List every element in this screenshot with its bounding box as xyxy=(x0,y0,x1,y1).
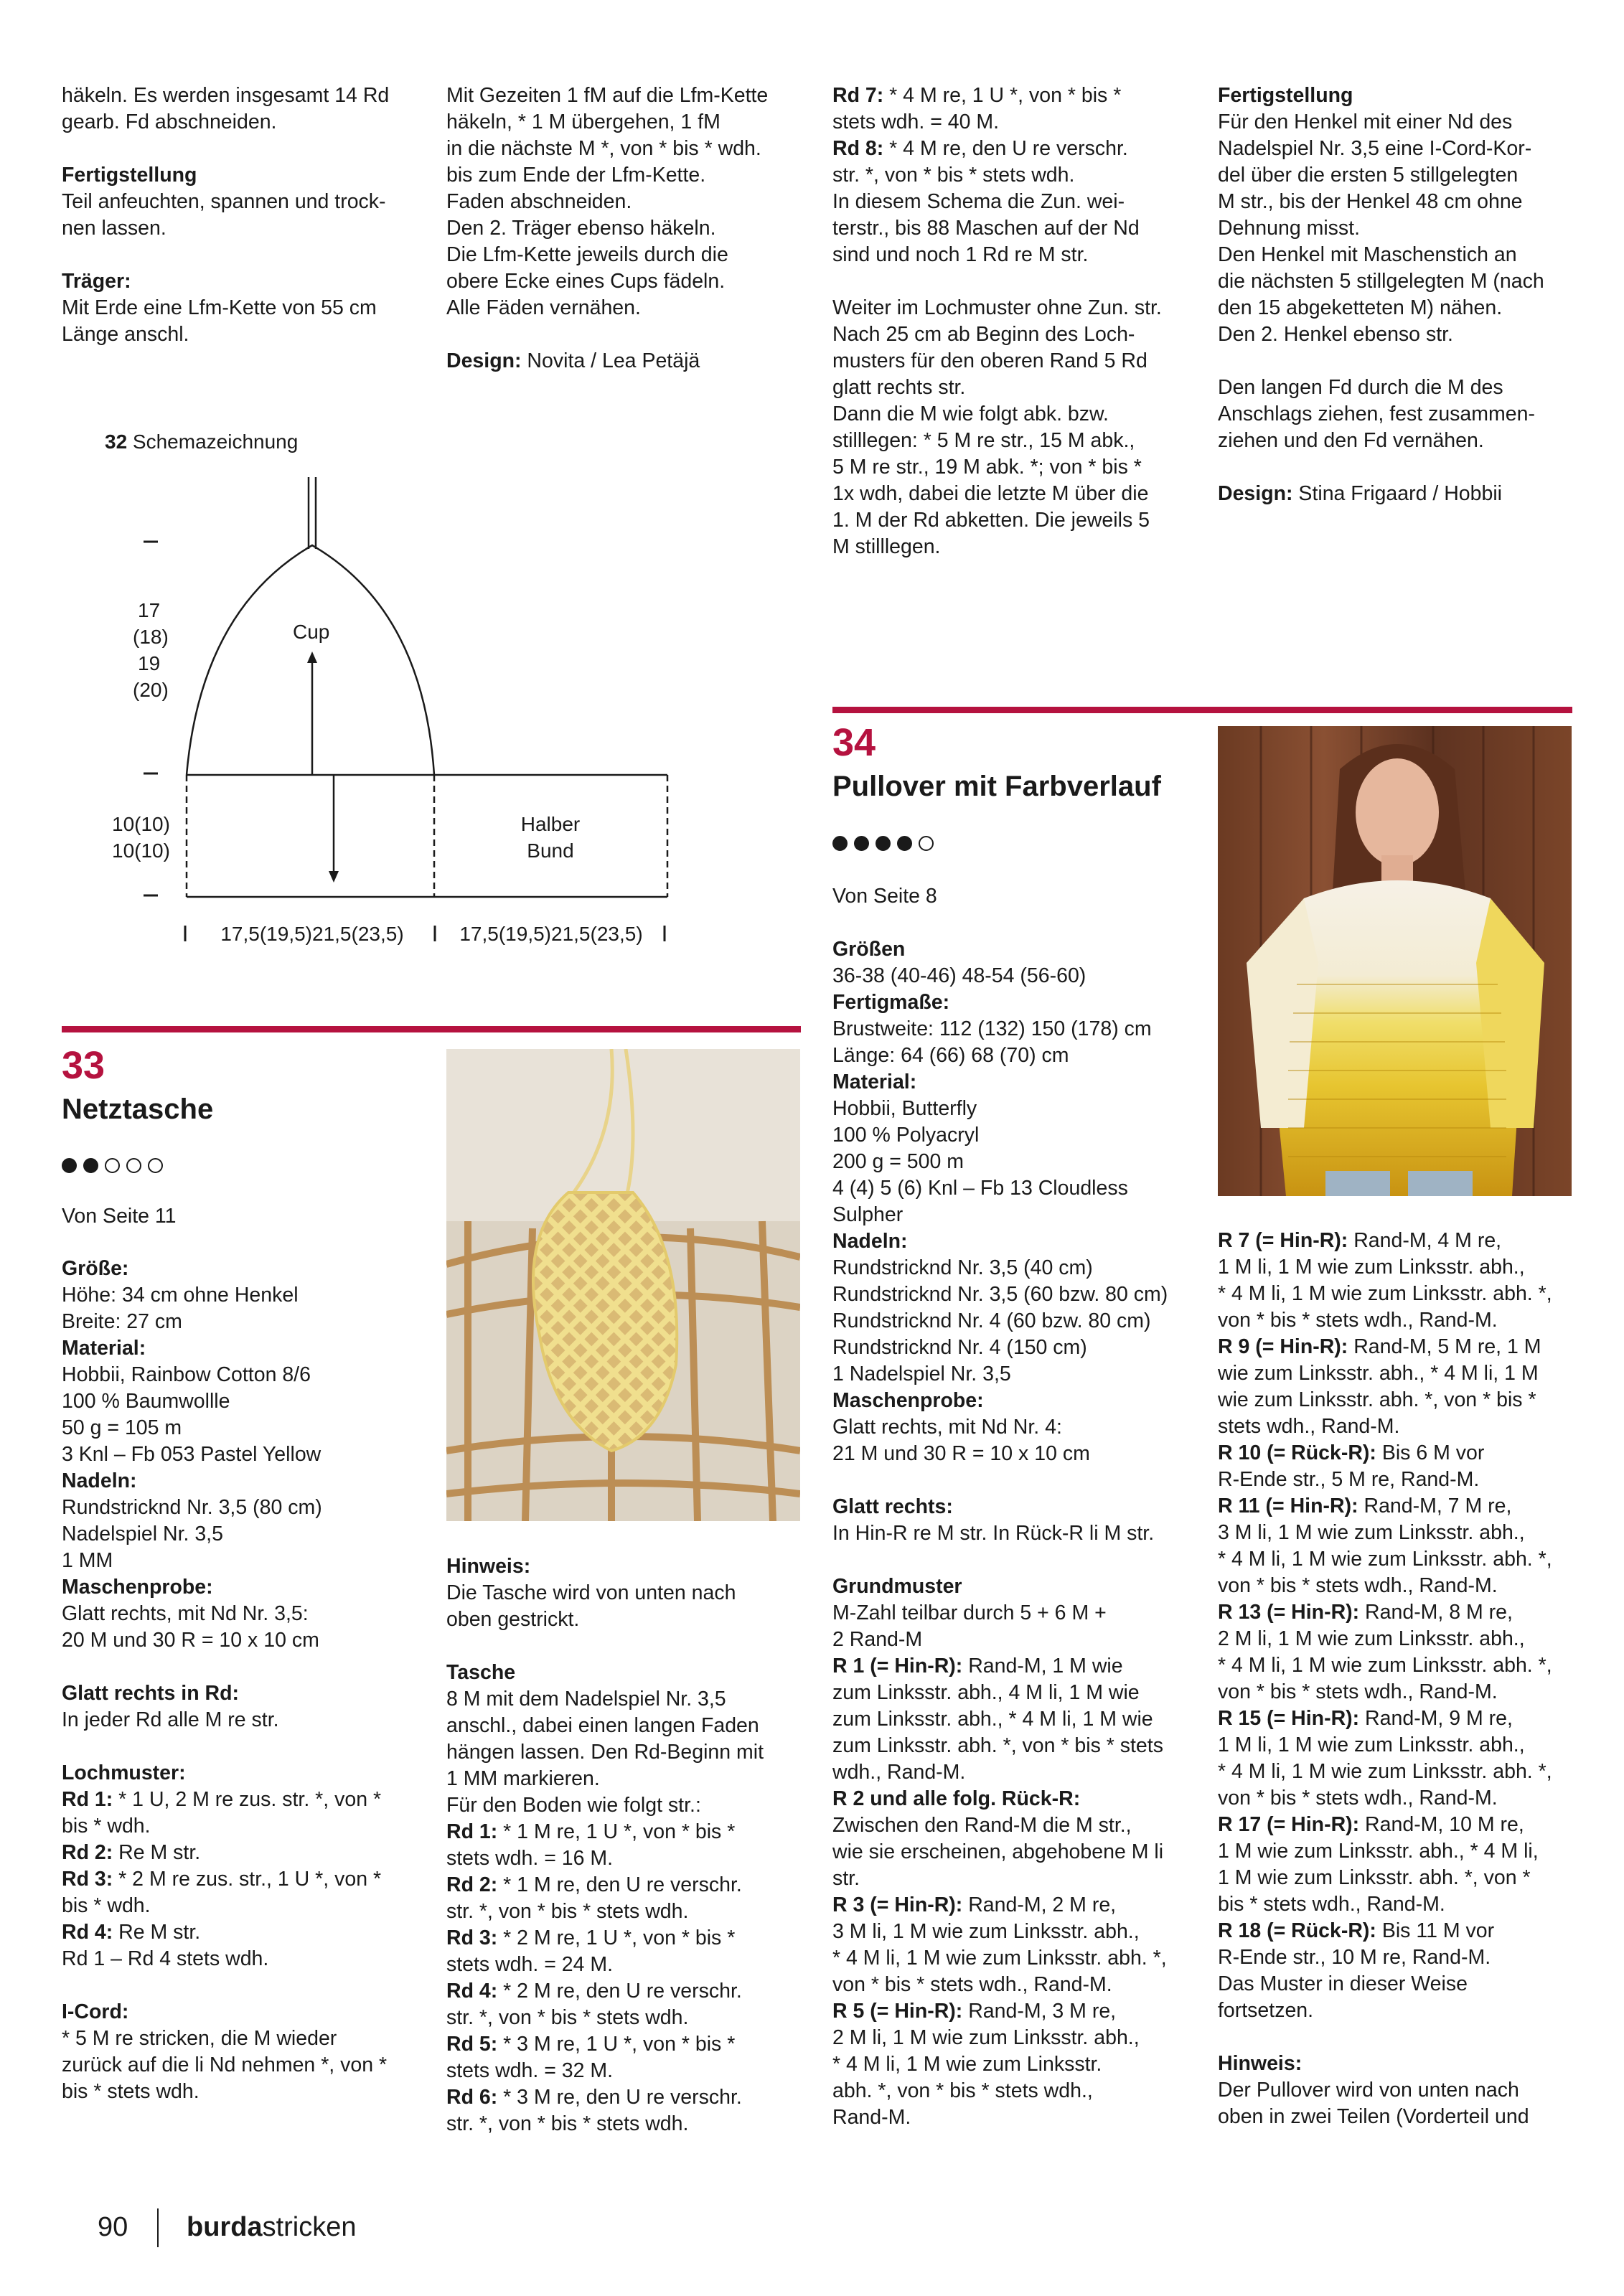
difficulty-dot-empty xyxy=(919,836,934,851)
text-line: 100 % Polyacryl xyxy=(832,1124,980,1147)
text-line: stets wdh. = 24 M. xyxy=(446,1953,614,1976)
spacer xyxy=(62,242,435,268)
heading-line: Fertigstellung xyxy=(62,164,197,187)
text-line: Rundstricknd Nr. 3,5 (40 cm) xyxy=(832,1256,1093,1279)
text-line: bis zum Ende der Lfm-Kette. xyxy=(446,164,706,187)
heading-line: Fertigmaße: xyxy=(832,991,950,1014)
text-line: den 15 abgeketteten M) nähen. xyxy=(1218,296,1503,319)
text-line: von * bis * stets wdh., Rand-M. xyxy=(1218,1787,1498,1810)
text-line: bis * stets wdh., Rand-M. xyxy=(1218,1893,1445,1916)
difficulty-dot-empty xyxy=(148,1158,163,1173)
col1-s33-text xyxy=(62,1256,435,2105)
pullover-photo xyxy=(1218,726,1572,1196)
text-line: Zwischen den Rand-M die M str., xyxy=(832,1814,1132,1837)
text-line: Den langen Fd durch die M des xyxy=(1218,376,1503,399)
text-line: Die Tasche wird von unten nach xyxy=(446,1581,736,1604)
section-33-difficulty xyxy=(62,1158,163,1173)
width-label-1: 17,5(19,5)21,5(23,5) xyxy=(220,923,404,945)
cup-label: Cup xyxy=(293,621,330,643)
row-label: R 1 (= Hin-R): xyxy=(832,1655,963,1678)
row-text: * 3 M re, den U re verschr. xyxy=(497,2086,742,2109)
halber-bund-label-2: Bund xyxy=(527,839,574,862)
text-line: wie zum Linksstr. abh. *, von * bis * xyxy=(1218,1388,1536,1411)
text-line: Den 2. Träger ebenso häkeln. xyxy=(446,217,716,240)
text-line: M-Zahl teilbar durch 5 + 6 M + xyxy=(832,1601,1107,1624)
text-line: 1 M wie zum Linksstr. abh. *, von * xyxy=(1218,1866,1531,1889)
text-line: str. *, von * bis * stets wdh. xyxy=(446,2006,689,2029)
schema-diagram xyxy=(72,423,718,961)
heading-line: Nadeln: xyxy=(62,1469,137,1492)
band-height-2: 10(10) xyxy=(112,839,170,862)
text-line xyxy=(1218,1705,1591,1732)
heading-line: Tasche xyxy=(446,1661,516,1684)
text-line: 1x wdh, dabei die letzte M über die xyxy=(832,482,1149,505)
text-line: Rundstricknd Nr. 4 (150 cm) xyxy=(832,1336,1087,1359)
heading-line: Maschenprobe: xyxy=(832,1389,984,1412)
row-text: Novita / Lea Petäjä xyxy=(521,349,700,372)
col3-s34-text xyxy=(832,936,1206,2131)
text-line: Rundstricknd Nr. 3,5 (80 cm) xyxy=(62,1496,322,1519)
text-line: Brustweite: 112 (132) 150 (178) cm xyxy=(832,1017,1152,1040)
row-text: Rand-M, 3 M re, xyxy=(962,2000,1117,2023)
text-line xyxy=(446,2084,820,2111)
text-line: zum Linksstr. abh., * 4 M li, 1 M wie xyxy=(832,1708,1153,1731)
text-line: Das Muster in dieser Weise xyxy=(1218,1972,1468,1995)
row-label: Rd 7: xyxy=(832,84,884,107)
text-line: str. xyxy=(832,1867,860,1890)
text-line: 100 % Baumwollle xyxy=(62,1390,230,1413)
heading-line: I-Cord: xyxy=(62,2000,129,2023)
text-line: glatt rechts str. xyxy=(832,376,966,399)
text-line: Mit Erde eine Lfm-Kette von 55 cm xyxy=(62,296,377,319)
text-line xyxy=(62,1919,435,1946)
row-label: Design: xyxy=(446,349,522,372)
text-line: häkeln, * 1 M übergehen, 1 fM xyxy=(446,110,721,133)
row-text: Rand-M, 8 M re, xyxy=(1359,1601,1513,1624)
text-line: Nadelspiel Nr. 3,5 eine I-Cord-Kor- xyxy=(1218,137,1532,160)
row-label: R 10 (= Rück-R): xyxy=(1218,1441,1376,1464)
row-text: Rand-M, 5 M re, 1 M xyxy=(1348,1335,1541,1358)
col2-s33-text xyxy=(446,1553,820,2137)
text-line: str. *, von * bis * stets wdh. xyxy=(446,2112,689,2135)
text-line: oben gestrickt. xyxy=(446,1608,580,1631)
row-label: R 11 (= Hin-R): xyxy=(1218,1495,1358,1518)
width-label-2: 17,5(19,5)21,5(23,5) xyxy=(459,923,643,945)
text-line: von * bis * stets wdh., Rand-M. xyxy=(832,1973,1112,1996)
text-line: 21 M und 30 R = 10 x 10 cm xyxy=(832,1442,1090,1465)
text-line: Weiter im Lochmuster ohne Zun. str. xyxy=(832,296,1162,319)
text-line: del über die ersten 5 stillgelegten xyxy=(1218,164,1519,187)
row-label: Rd 5: xyxy=(446,2033,498,2056)
row-label: R 3 (= Hin-R): xyxy=(832,1893,963,1916)
text-line: gearb. Fd abschneiden. xyxy=(62,110,277,133)
text-line: 1 MM xyxy=(62,1549,113,1572)
text-line: Den 2. Henkel ebenso str. xyxy=(1218,323,1453,346)
text-line: Faden abschneiden. xyxy=(446,190,632,213)
page-number: 90 xyxy=(98,2212,128,2242)
text-line: 200 g = 500 m xyxy=(832,1150,964,1173)
difficulty-dot-filled xyxy=(832,836,848,851)
heading-line: Größe: xyxy=(62,1257,129,1280)
heading-line: Hinweis: xyxy=(446,1555,531,1578)
row-label: Design: xyxy=(1218,482,1293,505)
text-line: bis * stets wdh. xyxy=(62,2080,200,2103)
text-line: 20 M und 30 R = 10 x 10 cm xyxy=(62,1629,319,1652)
row-text: Rand-M, 4 M re, xyxy=(1348,1229,1502,1252)
text-line: zum Linksstr. abh. *, von * bis * stets xyxy=(832,1734,1163,1757)
diagram-caption: 32 Schemazeichnung xyxy=(105,430,299,453)
spacer xyxy=(1218,348,1591,375)
row-text: * 4 M re, 1 U *, von * bis * xyxy=(883,84,1122,107)
difficulty-dot-filled xyxy=(62,1158,77,1173)
col4-s34-text xyxy=(1218,1228,1591,2130)
text-line: 1. M der Rd abketten. Die jeweils 5 xyxy=(832,509,1150,532)
row-text: Re M str. xyxy=(113,1921,201,1944)
height-label-1: 17 xyxy=(138,599,161,621)
text-line xyxy=(832,1998,1206,2025)
text-line: Glatt rechts, mit Nd Nr. 3,5: xyxy=(62,1602,309,1625)
spacer xyxy=(832,1547,1206,1573)
text-line: Hobbii, Rainbow Cotton 8/6 xyxy=(62,1363,311,1386)
text-line: bis * wdh. xyxy=(62,1894,151,1917)
spacer xyxy=(446,321,820,348)
text-line: Dehnung misst. xyxy=(1218,217,1361,240)
text-line: von * bis * stets wdh., Rand-M. xyxy=(1218,1574,1498,1597)
cup-arrow-head xyxy=(307,651,317,663)
text-line xyxy=(62,1787,435,1813)
text-line: ziehen und den Fd vernähen. xyxy=(1218,429,1484,452)
text-line: 4 (4) 5 (6) Knl – Fb 13 Cloudless xyxy=(832,1177,1128,1200)
row-label: Rd 3: xyxy=(446,1926,498,1949)
text-line: Der Pullover wird von unten nach xyxy=(1218,2079,1519,2102)
section-34-rule xyxy=(832,707,1572,713)
band-arrow-head xyxy=(329,871,339,883)
text-line: In Hin-R re M str. In Rück-R li M str. xyxy=(832,1522,1155,1545)
text-line: 3 Knl – Fb 053 Pastel Yellow xyxy=(62,1443,321,1466)
text-line xyxy=(832,83,1206,109)
heading-line: Lochmuster: xyxy=(62,1761,186,1784)
text-line: 1 M li, 1 M wie zum Linksstr. abh., xyxy=(1218,1733,1525,1756)
text-line: In jeder Rd alle M re str. xyxy=(62,1708,279,1731)
spacer xyxy=(832,268,1206,295)
heading-line: Grundmuster xyxy=(832,1575,962,1598)
row-label: Rd 1: xyxy=(62,1788,113,1811)
heading-line: Nadeln: xyxy=(832,1230,908,1253)
text-line: stilllegen: * 5 M re str., 15 M abk., xyxy=(832,429,1135,452)
spacer xyxy=(446,1633,820,1660)
height-label-4: (20) xyxy=(133,679,169,701)
row-text: Bis 11 M vor xyxy=(1376,1919,1495,1942)
brand-bold: burda xyxy=(187,2212,263,2242)
text-line: 3 M li, 1 M wie zum Linksstr. abh., xyxy=(832,1920,1140,1943)
text-line: In diesem Schema die Zun. wei- xyxy=(832,190,1125,213)
text-line: Nach 25 cm ab Beginn des Loch- xyxy=(832,323,1135,346)
row-text: Rand-M, 1 M wie xyxy=(962,1655,1123,1678)
spacer xyxy=(1218,2024,1591,2051)
row-text: * 3 M re, 1 U *, von * bis * xyxy=(497,2033,736,2056)
magazine-brand xyxy=(187,2211,356,2243)
spacer xyxy=(832,1467,1206,1494)
text-line: wdh., Rand-M. xyxy=(832,1761,966,1784)
text-line: abh. *, von * bis * stets wdh., xyxy=(832,2079,1093,2102)
text-line: Dann die M wie folgt abk. bzw. xyxy=(832,403,1109,425)
text-line: von * bis * stets wdh., Rand-M. xyxy=(1218,1680,1498,1703)
section-34-from-page: Von Seite 8 xyxy=(832,885,937,908)
text-line: * 4 M li, 1 M wie zum Linksstr. xyxy=(832,2053,1102,2076)
brand-regular: stricken xyxy=(262,2212,357,2242)
text-line: zum Linksstr. abh., 4 M li, 1 M wie xyxy=(832,1681,1140,1704)
text-line: häkeln. Es werden insgesamt 14 Rd xyxy=(62,84,390,107)
text-line: R-Ende str., 10 M re, Rand-M. xyxy=(1218,1946,1491,1969)
text-line: 1 M wie zum Linksstr. abh., * 4 M li, xyxy=(1218,1840,1539,1863)
text-line: * 4 M li, 1 M wie zum Linksstr. abh. *, xyxy=(1218,1282,1552,1305)
row-text: * 4 M re, den U re verschr. xyxy=(883,137,1128,160)
text-line: wie sie erscheinen, abgehobene M li xyxy=(832,1840,1164,1863)
text-line: sind und noch 1 Rd re M str. xyxy=(832,243,1089,266)
text-line: Für den Henkel mit einer Nd des xyxy=(1218,110,1513,133)
row-label: Rd 2: xyxy=(62,1841,113,1864)
text-line: 1 M li, 1 M wie zum Linksstr. abh., xyxy=(1218,1256,1525,1279)
text-line xyxy=(62,1866,435,1893)
text-line xyxy=(1218,1812,1591,1838)
text-line xyxy=(446,1872,820,1899)
row-label: R 9 (= Hin-R): xyxy=(1218,1335,1348,1358)
text-line: Mit Gezeiten 1 fM auf die Lfm-Kette xyxy=(446,84,769,107)
text-line xyxy=(446,348,820,375)
row-label: Rd 6: xyxy=(446,2086,498,2109)
difficulty-dot-filled xyxy=(83,1158,98,1173)
text-line: 2 Rand-M xyxy=(832,1628,923,1651)
text-line: Sulpher xyxy=(832,1203,903,1226)
row-text: Stina Frigaard / Hobbii xyxy=(1292,482,1502,505)
height-label-3: 19 xyxy=(138,652,161,674)
text-line: stets wdh. = 16 M. xyxy=(446,1847,614,1870)
row-label: Rd 2: xyxy=(446,1873,498,1896)
text-line: Rundstricknd Nr. 3,5 (60 bzw. 80 cm) xyxy=(832,1283,1168,1306)
text-line xyxy=(832,1653,1206,1680)
text-line: * 4 M li, 1 M wie zum Linksstr. abh. *, xyxy=(832,1947,1167,1970)
row-text: Rand-M, 2 M re, xyxy=(962,1893,1117,1916)
section-34-title: Pullover mit Farbverlauf xyxy=(832,771,1161,802)
text-line xyxy=(1218,481,1591,507)
text-line xyxy=(1218,1334,1591,1360)
text-line: R-Ende str., 5 M re, Rand-M. xyxy=(1218,1468,1480,1491)
heading-line: Material: xyxy=(62,1337,146,1360)
heading-line: Größen xyxy=(832,938,906,961)
band-height-1: 10(10) xyxy=(112,813,170,835)
row-text: * 1 U, 2 M re zus. str. *, von * xyxy=(113,1788,382,1811)
text-line: 1 Nadelspiel Nr. 3,5 xyxy=(832,1363,1011,1385)
text-line xyxy=(1218,1440,1591,1467)
difficulty-dot-filled xyxy=(897,836,912,851)
footer-divider xyxy=(157,2208,159,2247)
section-33-rule xyxy=(62,1026,801,1032)
row-label: R 15 (= Hin-R): xyxy=(1218,1707,1360,1730)
text-line xyxy=(446,2031,820,2058)
text-line: anschl., dabei einen langen Faden xyxy=(446,1714,759,1737)
section-34-number: 34 xyxy=(832,721,876,764)
text-line: Rundstricknd Nr. 4 (60 bzw. 80 cm) xyxy=(832,1309,1151,1332)
text-line: str. *, von * bis * stets wdh. xyxy=(446,1900,689,1923)
row-label: R 5 (= Hin-R): xyxy=(832,2000,963,2023)
text-line: 3 M li, 1 M wie zum Linksstr. abh., xyxy=(1218,1521,1525,1544)
text-line: Rd 1 – Rd 4 stets wdh. xyxy=(62,1947,269,1970)
row-label: R 7 (= Hin-R): xyxy=(1218,1229,1348,1252)
height-label-2: (18) xyxy=(133,626,169,648)
text-line: 36-38 (40-46) 48-54 (56-60) xyxy=(832,964,1086,987)
difficulty-dot-filled xyxy=(854,836,869,851)
row-text: * 2 M re zus. str., 1 U *, von * xyxy=(113,1868,382,1891)
section-33-number: 33 xyxy=(62,1044,105,1087)
text-line: 2 M li, 1 M wie zum Linksstr. abh., xyxy=(832,2026,1140,2049)
row-text: Re M str. xyxy=(113,1841,201,1864)
text-line xyxy=(1218,1493,1591,1520)
heading-line: Glatt rechts: xyxy=(832,1495,953,1518)
text-line: * 4 M li, 1 M wie zum Linksstr. abh. *, xyxy=(1218,1654,1552,1677)
text-line: nen lassen. xyxy=(62,217,166,240)
text-line xyxy=(446,1978,820,2005)
text-line xyxy=(446,1819,820,1845)
difficulty-dot-filled xyxy=(876,836,891,851)
text-line: M stilllegen. xyxy=(832,535,941,558)
row-label: Rd 1: xyxy=(446,1820,498,1843)
row-label: Rd 8: xyxy=(832,137,884,160)
text-line: die nächsten 5 stillgelegten M (nach xyxy=(1218,270,1544,293)
row-label: R 17 (= Hin-R): xyxy=(1218,1813,1360,1836)
col4-top-text xyxy=(1218,83,1591,507)
text-line: musters für den oberen Rand 5 Rd xyxy=(832,349,1147,372)
row-text: Rand-M, 7 M re, xyxy=(1358,1495,1512,1518)
spacer xyxy=(62,136,435,162)
heading-line: Hinweis: xyxy=(1218,2052,1303,2075)
heading-line: Maschenprobe: xyxy=(62,1576,213,1599)
row-label: Rd 4: xyxy=(446,1980,498,2003)
text-line: fortsetzen. xyxy=(1218,1999,1314,2022)
text-line: stets wdh. = 40 M. xyxy=(832,110,1000,133)
text-line: 5 M re str., 19 M abk. *; von * bis * xyxy=(832,456,1142,479)
net-bag-photo xyxy=(446,1049,800,1521)
col1-top-text xyxy=(62,83,435,348)
text-line: stets wdh. = 32 M. xyxy=(446,2059,614,2082)
text-line: * 4 M li, 1 M wie zum Linksstr. abh. *, xyxy=(1218,1760,1552,1783)
text-line: Nadelspiel Nr. 3,5 xyxy=(62,1523,223,1545)
row-label: R 13 (= Hin-R): xyxy=(1218,1601,1360,1624)
text-line xyxy=(1218,1918,1591,1944)
row-text: * 1 M re, den U re verschr. xyxy=(497,1873,742,1896)
heading-line: R 2 und alle folg. Rück-R: xyxy=(832,1787,1081,1810)
row-label: R 18 (= Rück-R): xyxy=(1218,1919,1376,1942)
text-line: von * bis * stets wdh., Rand-M. xyxy=(1218,1309,1498,1332)
section-33-title: Netztasche xyxy=(62,1093,214,1125)
heading-line: Träger: xyxy=(62,270,131,293)
text-line: str. *, von * bis * stets wdh. xyxy=(832,164,1075,187)
text-line: Die Lfm-Kette jeweils durch die xyxy=(446,243,728,266)
spacer xyxy=(62,1733,435,1760)
spacer xyxy=(62,1972,435,1999)
text-line: M str., bis der Henkel 48 cm ohne xyxy=(1218,190,1523,213)
text-line xyxy=(62,1840,435,1866)
spacer xyxy=(1218,454,1591,481)
section-34-difficulty xyxy=(832,836,934,851)
difficulty-dot-empty xyxy=(126,1158,141,1173)
text-line: Anschlags ziehen, fest zusammen- xyxy=(1218,403,1535,425)
text-line: Alle Fäden vernähen. xyxy=(446,296,641,319)
text-line: 50 g = 105 m xyxy=(62,1416,182,1439)
text-line: Glatt rechts, mit Nd Nr. 4: xyxy=(832,1416,1062,1439)
row-text: Rand-M, 10 M re, xyxy=(1359,1813,1524,1836)
section-33-from-page: Von Seite 11 xyxy=(62,1205,177,1228)
text-line: in die nächste M *, von * bis * wdh. xyxy=(446,137,761,160)
text-line: * 5 M re stricken, die M wieder xyxy=(62,2027,337,2050)
heading-line: Material: xyxy=(832,1071,917,1093)
text-line: obere Ecke eines Cups fädeln. xyxy=(446,270,726,293)
text-line: * 4 M li, 1 M wie zum Linksstr. abh. *, xyxy=(1218,1548,1552,1571)
text-line: Höhe: 34 cm ohne Henkel xyxy=(62,1284,299,1307)
row-text: * 2 M re, 1 U *, von * bis * xyxy=(497,1926,736,1949)
heading-line: Glatt rechts in Rd: xyxy=(62,1682,240,1705)
text-line: Hobbii, Butterfly xyxy=(832,1097,977,1120)
text-line: wie zum Linksstr. abh., * 4 M li, 1 M xyxy=(1218,1362,1539,1385)
text-line xyxy=(446,1925,820,1952)
row-text: * 2 M re, den U re verschr. xyxy=(497,1980,742,2003)
difficulty-dot-empty xyxy=(105,1158,120,1173)
row-label: Rd 3: xyxy=(62,1868,113,1891)
text-line: terstr., bis 88 Maschen auf der Nd xyxy=(832,217,1140,240)
spacer xyxy=(62,1654,435,1680)
text-line: stets wdh., Rand-M. xyxy=(1218,1415,1400,1438)
text-line: Länge: 64 (66) 68 (70) cm xyxy=(832,1044,1069,1067)
text-line: Teil anfeuchten, spannen und trock- xyxy=(62,190,386,213)
text-line: Für den Boden wie folgt str.: xyxy=(446,1794,701,1817)
text-line xyxy=(1218,1599,1591,1626)
text-line: 2 M li, 1 M wie zum Linksstr. abh., xyxy=(1218,1627,1525,1650)
text-line: Breite: 27 cm xyxy=(62,1310,182,1333)
text-line: Den Henkel mit Maschenstich an xyxy=(1218,243,1517,266)
text-line xyxy=(1218,1228,1591,1254)
text-line: 8 M mit dem Nadelspiel Nr. 3,5 xyxy=(446,1688,726,1711)
text-line: Rand-M. xyxy=(832,2106,911,2129)
text-line xyxy=(832,1892,1206,1919)
row-text: * 1 M re, 1 U *, von * bis * xyxy=(497,1820,736,1843)
col2-top-text xyxy=(446,83,820,375)
text-line: hängen lassen. Den Rd-Beginn mit xyxy=(446,1741,764,1764)
text-line: Länge anschl. xyxy=(62,323,189,346)
text-line: 1 MM markieren. xyxy=(446,1767,600,1790)
text-line xyxy=(832,136,1206,162)
col3-top-text xyxy=(832,83,1206,560)
row-text: Rand-M, 9 M re, xyxy=(1359,1707,1513,1730)
text-line: zurück auf die li Nd nehmen *, von * xyxy=(62,2053,388,2076)
heading-line: Fertigstellung xyxy=(1218,84,1353,107)
halber-bund-label-1: Halber xyxy=(520,813,581,835)
row-text: Bis 6 M vor xyxy=(1376,1441,1485,1464)
text-line: bis * wdh. xyxy=(62,1815,151,1838)
text-line: oben in zwei Teilen (Vorderteil und xyxy=(1218,2105,1529,2128)
row-label: Rd 4: xyxy=(62,1921,113,1944)
